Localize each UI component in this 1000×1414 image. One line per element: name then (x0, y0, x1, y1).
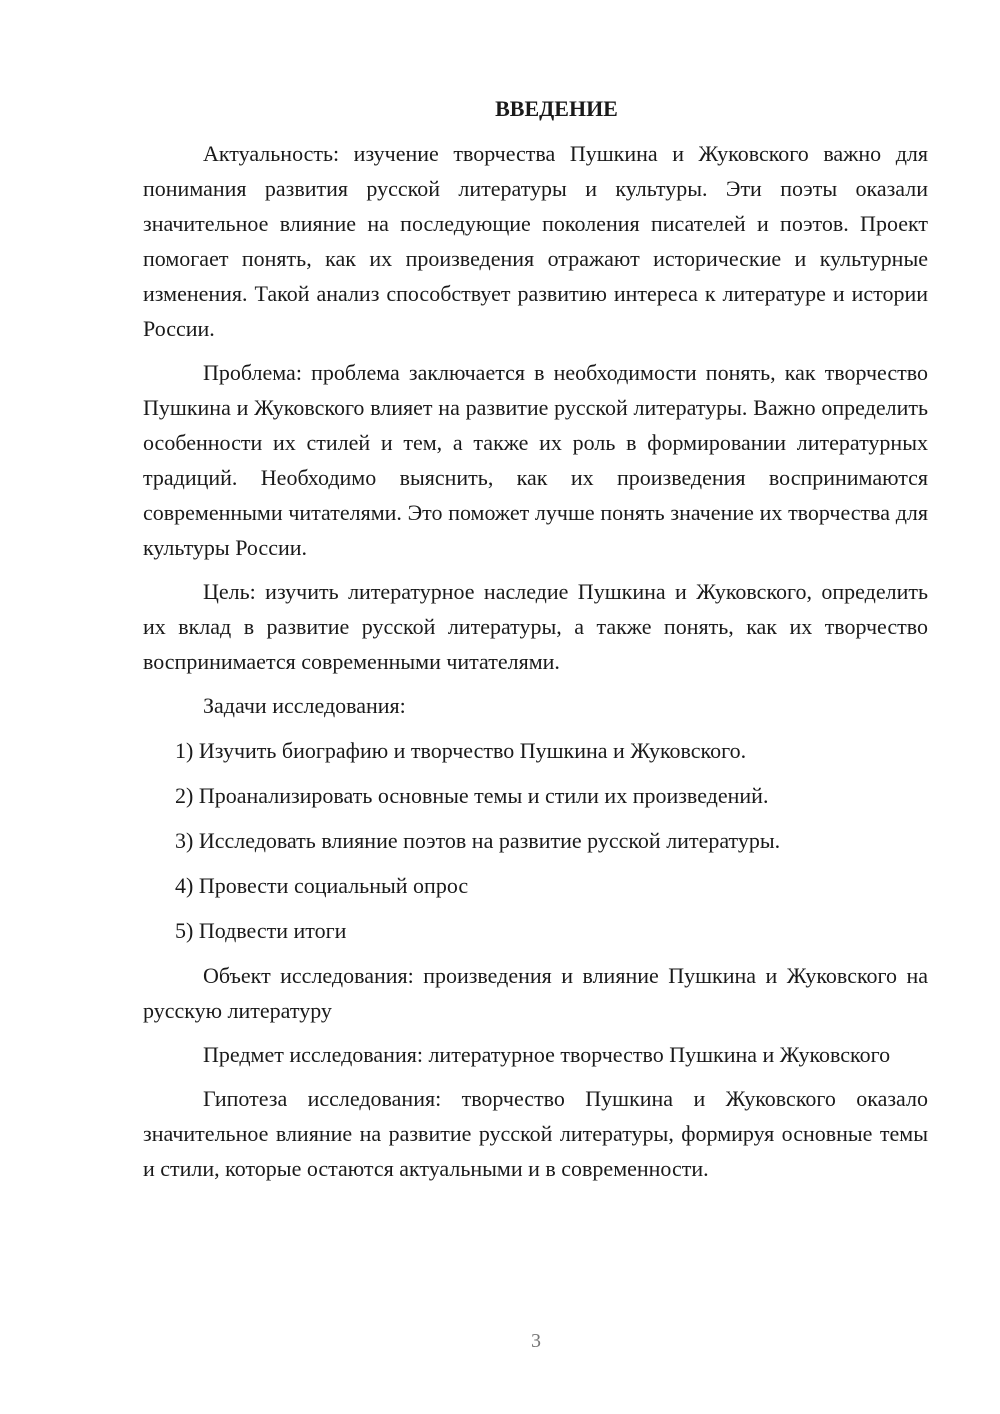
task-item: 3) Исследовать влияние поэтов на развитие русской литературы. (175, 828, 781, 853)
problem-paragraph: Проблема: проблема заключается в необходимости понять, как творчество Пушкина и Жуковского влияет на развитие русской литературы. Важно определить особенности их стилей и тем, а также их роль в формировании литературных традиций. Необходимо выяснить, как их произведения воспринимаются современными читателями. Это поможет лучше понять значение их творчества для культуры России. (143, 360, 928, 560)
hypothesis-paragraph: Гипотеза исследования: творчество Пушкина и Жуковского оказало значительное влияние на развитие русской литературы, формируя основные темы и стили, которые остаются актуальными и в современности. (143, 1086, 928, 1181)
goal-paragraph: Цель: изучить литературное наследие Пушкина и Жуковского, определить их вклад в развитие русской литературы, а также понять, как их творчество воспринимается современными читателями. (143, 579, 928, 674)
page-number: 3 (531, 1330, 541, 1352)
relevance-paragraph: Актуальность: изучение творчества Пушкина и Жуковского важно для понимания развития русской литературы и культуры. Эти поэты оказали значительное влияние на последующие поколения писателей и поэтов. Проект помогает понять, как их произведения отражают исторические и культурные изменения. Такой анализ способствует развитию интереса к литературе и истории России. (143, 141, 928, 341)
tasks-list (143, 733, 928, 948)
task-item: 1) Изучить биографию и творчество Пушкина и Жуковского. (175, 738, 747, 763)
task-item: 5) Подвести итоги (175, 918, 347, 943)
task-item: 4) Провести социальный опрос (175, 873, 469, 898)
subject-paragraph: Предмет исследования: литературное творчество Пушкина и Жуковского (203, 1042, 891, 1067)
tasks-heading: Задачи исследования: (203, 693, 406, 718)
object-paragraph: Объект исследования: произведения и влияние Пушкина и Жуковского на русскую литературу (143, 963, 928, 1023)
page-title: ВВЕДЕНИЕ (495, 96, 618, 121)
task-item: 2) Проанализировать основные темы и стили их произведений. (175, 783, 769, 808)
